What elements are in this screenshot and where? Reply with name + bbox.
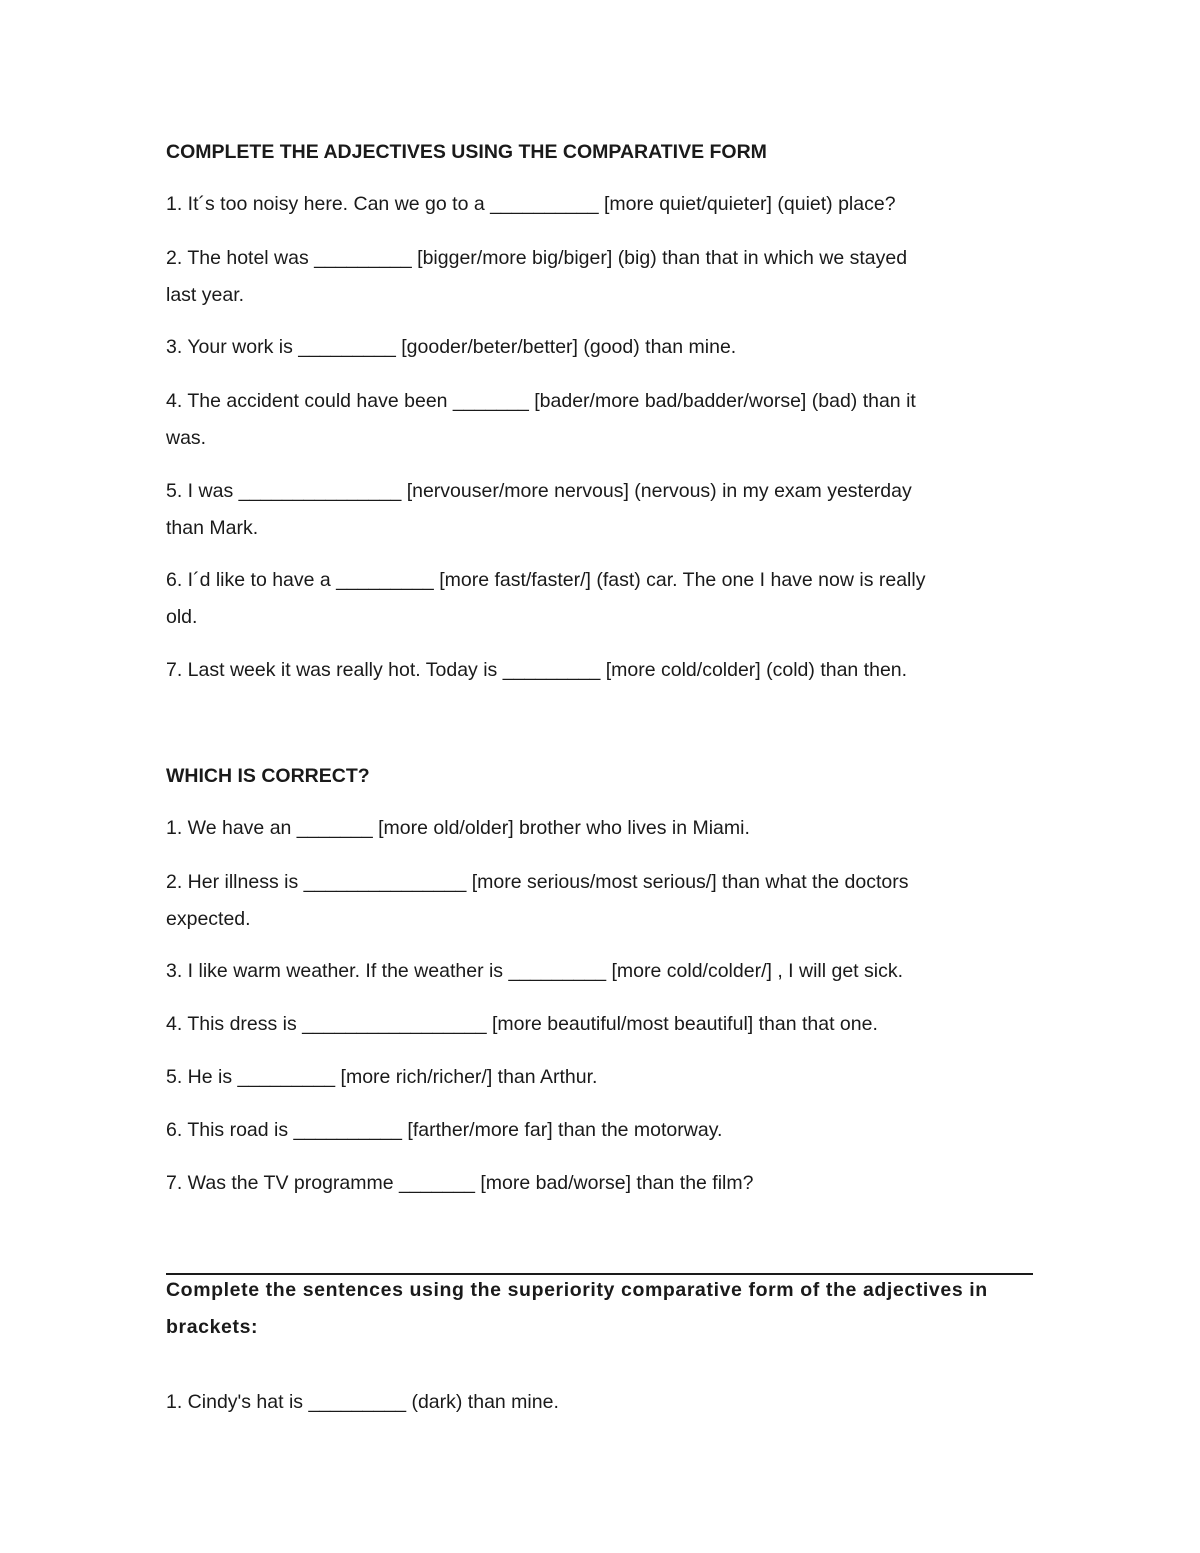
section3-heading-line: Complete the sentences using the superiority comparative form of the adjectives in <box>166 1279 988 1301</box>
item-text-continued: expected. <box>166 908 251 930</box>
section1-item-2 <box>166 240 1034 314</box>
item-text: 1. It´s too noisy here. Can we go to a __________ [more quiet/quieter] (quiet) place? <box>166 193 896 215</box>
section1-item-1 <box>166 186 1034 223</box>
item-text: 6. I´d like to have a _________ [more fast/faster/] (fast) car. The one I have now is really <box>166 569 926 591</box>
section3-item-1 <box>166 1384 1034 1421</box>
section3-heading-line: brackets: <box>166 1316 259 1338</box>
section1-item-4 <box>166 383 1034 457</box>
section2-item-6 <box>166 1112 1034 1149</box>
section1-item-6 <box>166 562 1034 636</box>
item-text: 1. Cindy's hat is _________ (dark) than mine. <box>166 1391 559 1413</box>
section2-heading: WHICH IS CORRECT? <box>166 765 370 787</box>
item-text: 1. We have an _______ [more old/older] brother who lives in Miami. <box>166 817 750 839</box>
item-text-continued: was. <box>166 427 207 449</box>
section3-heading <box>166 1272 1034 1346</box>
item-text: 2. Her illness is _______________ [more serious/most serious/] than what the doctors <box>166 871 909 893</box>
section1-item-5 <box>166 473 1034 547</box>
item-text: 4. This dress is _________________ [more beautiful/most beautiful] than that one. <box>166 1013 878 1035</box>
section2-item-3 <box>166 953 1034 990</box>
section2-item-4 <box>166 1006 1034 1043</box>
item-text: 7. Last week it was really hot. Today is _________ [more cold/colder] (cold) than then. <box>166 659 908 681</box>
item-text: 3. Your work is _________ [gooder/beter/better] (good) than mine. <box>166 336 737 358</box>
item-text-continued: than Mark. <box>166 517 259 539</box>
item-text-continued: last year. <box>166 284 245 306</box>
item-text: 4. The accident could have been _______ [bader/more bad/badder/worse] (bad) than it <box>166 390 916 412</box>
section2-item-7 <box>166 1165 1034 1202</box>
item-text: 7. Was the TV programme _______ [more bad/worse] than the film? <box>166 1172 754 1194</box>
item-text: 3. I like warm weather. If the weather is _________ [more cold/colder/] , I will get sick. <box>166 960 904 982</box>
section1-item-7 <box>166 652 1034 689</box>
section1-heading: COMPLETE THE ADJECTIVES USING THE COMPARATIVE FORM <box>166 141 767 163</box>
section2-item-1 <box>166 810 1034 847</box>
item-text: 6. This road is __________ [farther/more far] than the motorway. <box>166 1119 723 1141</box>
item-text: 5. I was _______________ [nervouser/more nervous] (nervous) in my exam yesterday <box>166 480 912 502</box>
section1-item-3 <box>166 329 1034 366</box>
item-text: 5. He is _________ [more rich/richer/] than Arthur. <box>166 1066 598 1088</box>
section2-item-2 <box>166 864 1034 938</box>
item-text-continued: old. <box>166 606 198 628</box>
section2-item-5 <box>166 1059 1034 1096</box>
item-text: 2. The hotel was _________ [bigger/more big/biger] (big) than that in which we stayed <box>166 247 908 269</box>
